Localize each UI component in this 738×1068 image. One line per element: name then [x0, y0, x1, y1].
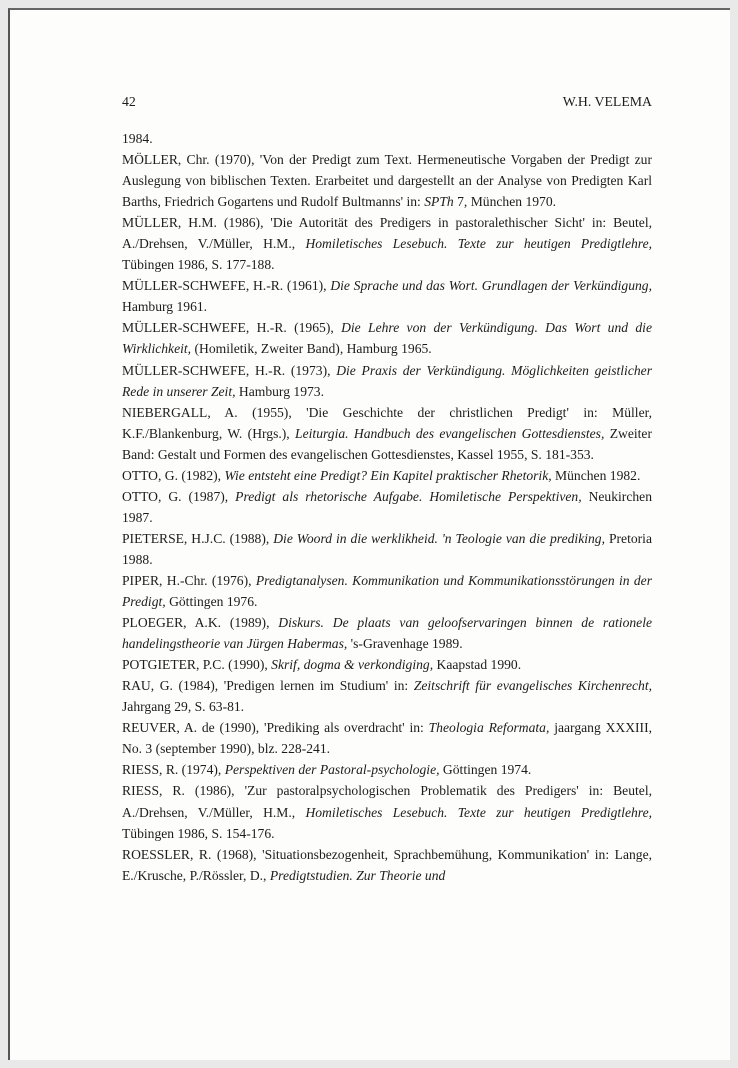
running-title: W.H. VELEMA: [562, 94, 652, 109]
entry-title-italic: Diskurs. De plaats van geloofservaringen binnen de rationele handelingstheorie van Jürgen Habermas,: [122, 615, 653, 652]
entry-text: Zweiter Band: Gestalt und Formen des evangelischen Gottesdienstes, Kassel 1955, S. 181-353.: [122, 425, 652, 462]
bibliography-entry: [122, 570, 652, 612]
bibliography-entry: [122, 465, 652, 486]
entry-text: Hamburg 1973.: [235, 383, 324, 399]
bibliography-entry: [122, 675, 652, 717]
bibliography-entry: [122, 275, 652, 317]
bibliography-entry: [122, 317, 652, 359]
entry-text: RAU, G. (1984), 'Predigen lernen im Studium' in:: [122, 678, 414, 694]
entry-title-italic: Predigtstudien. Zur Theorie und: [269, 867, 446, 883]
entry-text: München 1982.: [551, 467, 641, 483]
entry-text: OTTO, G. (1987),: [122, 488, 236, 504]
bibliography-entry: [122, 360, 652, 402]
bibliography-entry: [122, 149, 652, 212]
entry-text: ROESSLER, R. (1968), 'Situationsbezogenheit, Sprachbemühung, Kommunikation' in: Lange, E./Krusche, P./Rössler, D.,: [122, 846, 652, 883]
entry-text: Göttingen 1974.: [439, 762, 532, 778]
entry-text: Pretoria 1988.: [122, 530, 652, 567]
entry-text: Göttingen 1976.: [165, 594, 258, 610]
entry-title-italic: Die Woord in die werklikheid. 'n Teologie van die prediking,: [273, 530, 605, 546]
entry-text: MÜLLER, H.M. (1986), 'Die Autorität des Predigers in pastoralethischer Sicht' in: Beutel, A./Drehsen, V./Müller, H.M.,: [122, 215, 652, 252]
entry-text: Neukirchen 1987.: [122, 488, 652, 525]
entry-text: Tübingen 1986, S. 177-188.: [122, 257, 275, 273]
entry-text: MÜLLER-SCHWEFE, H.-R. (1961),: [122, 278, 331, 294]
bibliography-entry: [122, 844, 652, 886]
entry-text: Hamburg 1961.: [122, 299, 208, 315]
entry-title-italic: Die Sprache und das Wort. Grundlagen der Verkündigung,: [330, 278, 652, 294]
entry-text: 1984.: [122, 131, 153, 146]
entry-title-italic: Zeitschrift für evangelisches Kirchenrecht,: [413, 678, 652, 694]
entry-text: Kaapstad 1990.: [433, 657, 522, 673]
entry-text: jaargang XXXIII, No. 3 (september 1990), blz. 228-241.: [122, 720, 652, 757]
entry-title-italic: Wie entsteht eine Predigt? Ein Kapitel praktischer Rhetorik,: [224, 467, 552, 483]
bibliography-entry: [122, 654, 652, 675]
entry-text: 's-Gravenhage 1989.: [347, 636, 463, 652]
entry-title-italic: Skrif, dogma & verkondiging,: [271, 657, 434, 673]
entry-text: Jahrgang 29, S. 63-81.: [122, 699, 245, 715]
entry-text: MÜLLER-SCHWEFE, H.-R. (1973),: [122, 362, 337, 378]
entry-text: OTTO, G. (1982),: [122, 467, 225, 483]
bibliography-entry: [122, 402, 652, 465]
entry-text: Tübingen 1986, S. 154-176.: [122, 825, 275, 841]
bibliography-entry: [122, 759, 652, 780]
bibliography-entry: [122, 486, 652, 528]
entry-title-italic: Die Lehre von der Verkündigung. Das Wort und die Wirklichkeit,: [122, 320, 652, 357]
bibliography-entry: [122, 780, 652, 843]
entry-text: MÖLLER, Chr. (1970), 'Von der Predigt zum Text. Hermeneutische Vorgaben der Predigt zur Auslegung von biblischen Texten. Erarbeitet und dargestellt an der Analyse von Predigten Karl Barths, Friedrich Gogartens und Rudolf Bultmanns' in:: [122, 152, 652, 210]
entry-title-italic: Leiturgia. Handbuch des evangelischen Gottesdienstes,: [295, 425, 605, 441]
entry-text: REUVER, A. de (1990), 'Prediking als overdracht' in:: [122, 720, 429, 736]
entry-title-italic: Predigtanalysen. Kommunikation und Kommunikationsstörungen in der Predigt,: [122, 572, 652, 610]
entry-title-italic: Perspektiven der Pastoral-psychologie,: [224, 762, 440, 778]
entry-text: PLOEGER, A.K. (1989),: [122, 615, 279, 631]
entry-text: RIESS, R. (1986), 'Zur pastoralpsychologischen Problematik des Predigers' in: Beutel, A./Drehsen, V./Müller, H.M.,: [122, 783, 652, 820]
entry-title-italic: Theologia Reformata,: [428, 720, 550, 736]
entry-text: PIETERSE, H.J.C. (1988),: [122, 530, 274, 546]
entry-text: POTGIETER, P.C. (1990),: [122, 657, 272, 673]
entry-title-italic: Die Praxis der Verkündigung. Möglichkeiten geistlicher Rede in unserer Zeit,: [122, 362, 652, 399]
bibliography-entry: [122, 717, 652, 759]
entry-title-italic: SPTh: [424, 194, 454, 210]
entry-text: RIESS, R. (1974),: [122, 762, 225, 778]
page-number: 42: [122, 94, 136, 109]
entry-text: PIPER, H.-Chr. (1976),: [122, 572, 256, 588]
document-page: [8, 8, 730, 1060]
entry-text: MÜLLER-SCHWEFE, H.-R. (1965),: [122, 320, 342, 336]
page-content: [122, 93, 652, 886]
entry-text: NIEBERGALL, A. (1955), 'Die Geschichte der christlichen Predigt' in: Müller, K.F./Blankenburg, W. (Hrgs.),: [122, 404, 652, 441]
entry-title-italic: Homiletisches Lesebuch. Texte zur heutigen Predigtlehre,: [305, 236, 653, 252]
bibliography-entry: [122, 528, 652, 570]
running-header: [122, 93, 652, 111]
entry-title-italic: Homiletisches Lesebuch. Texte zur heutigen Predigtlehre,: [305, 804, 653, 820]
entry-title-italic: Predigt als rhetorische Aufgabe. Homiletische Perspektiven,: [235, 488, 582, 504]
entry-text: (Homiletik, Zweiter Band), Hamburg 1965.: [191, 341, 432, 357]
bibliography-list: [122, 128, 652, 886]
bibliography-entry: [122, 212, 652, 275]
entry-text: 7, München 1970.: [453, 194, 557, 210]
bibliography-entry: [122, 612, 652, 654]
bibliography-entry: [122, 128, 652, 149]
